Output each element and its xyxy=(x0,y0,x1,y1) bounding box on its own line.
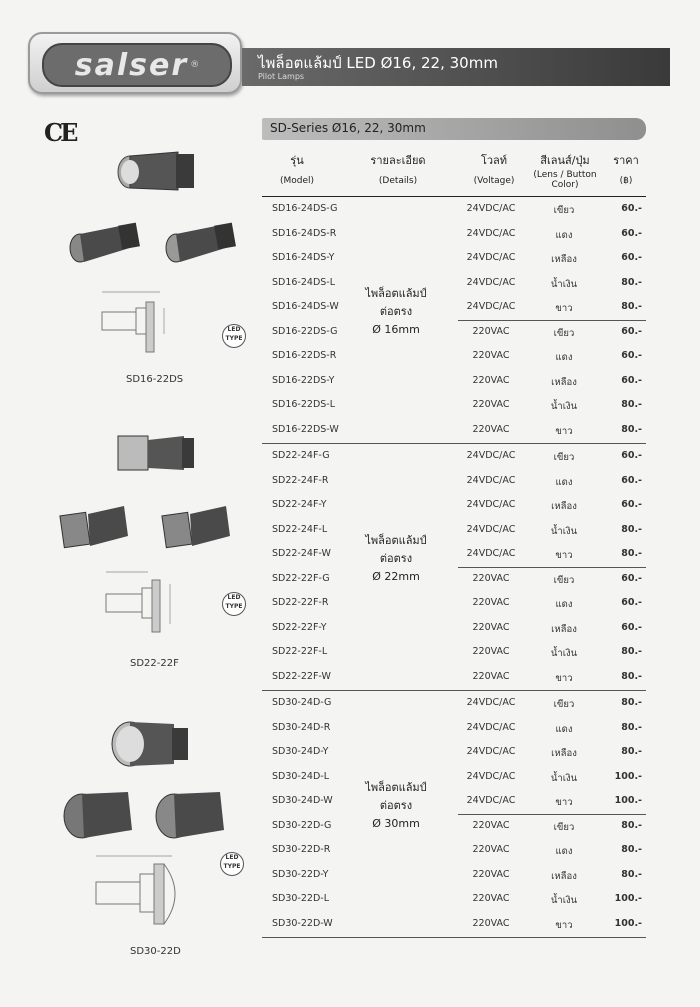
color-cell: แดง xyxy=(555,352,573,363)
price-cell: 80.- xyxy=(621,423,642,435)
model-cell: SD16-22DS-Y xyxy=(272,374,335,386)
sd16-dimension-drawing-icon xyxy=(90,282,200,362)
color-cell: ขาว xyxy=(555,550,573,561)
table-row xyxy=(262,765,646,790)
sd16-lamp-angle-icon xyxy=(160,218,242,268)
details-line: ต่อตรง xyxy=(379,552,413,566)
model-cell: SD22-22F-W xyxy=(272,670,331,682)
color-cell: ขาว xyxy=(555,303,573,314)
table-row xyxy=(262,246,646,271)
column-header-model xyxy=(262,154,332,188)
model-cell: SD16-22DS-G xyxy=(272,325,338,337)
color-cell: เหลือง xyxy=(551,623,577,635)
price-cell: 100.- xyxy=(614,917,642,929)
column-header-price xyxy=(606,154,646,188)
model-cell: SD30-24D-G xyxy=(272,697,332,708)
table-row xyxy=(262,640,646,665)
page-header xyxy=(28,32,670,92)
column-header-color xyxy=(528,154,602,190)
voltage-cell: 24VDC/AC xyxy=(466,301,516,312)
color-cell: เขียว xyxy=(553,205,575,216)
sd22-dimension-drawing-icon xyxy=(92,562,202,644)
color-cell: แดง xyxy=(555,599,573,610)
voltage-cell: 220VAC xyxy=(472,819,510,831)
column-header-color-en: (Lens / Button Color) xyxy=(533,170,597,190)
table-row xyxy=(262,912,646,937)
model-cell: SD16-24DS-R xyxy=(272,227,337,239)
color-cell: เขียว xyxy=(553,452,575,463)
voltage-cell: 24VDC/AC xyxy=(466,227,516,239)
table-row xyxy=(262,838,646,863)
price-cell: 60.- xyxy=(621,227,642,239)
color-cell: น้ำเงิน xyxy=(550,895,578,906)
model-cell: SD22-22F-G xyxy=(272,572,330,584)
table-row xyxy=(262,271,646,296)
model-cell: SD30-22D-R xyxy=(272,844,331,855)
model-cell: SD30-22D-W xyxy=(272,917,333,929)
model-cell: SD16-24DS-L xyxy=(272,276,336,288)
model-cell: SD22-22F-Y xyxy=(272,621,327,633)
color-cell: เหลือง xyxy=(551,376,577,388)
sd16-lamp-side-icon xyxy=(64,218,146,268)
column-header-details xyxy=(358,154,438,188)
model-cell: SD22-24F-R xyxy=(272,474,329,486)
color-cell: น้ำเงิน xyxy=(550,772,578,784)
model-cell: SD22-24F-W xyxy=(272,548,331,559)
price-cell: 80.- xyxy=(621,399,642,410)
price-cell: 80.- xyxy=(621,548,642,559)
voltage-cell: 220VAC xyxy=(472,374,510,386)
sd22-lamp-side-icon xyxy=(58,500,138,558)
voltage-cell: 220VAC xyxy=(472,917,510,929)
series-title: SD-Series Ø16, 22, 30mm xyxy=(270,121,426,135)
voltage-cell: 24VDC/AC xyxy=(466,770,516,782)
page-title: ไพล็อตแล้มป์ LED Ø16, 22, 30mm xyxy=(258,54,498,72)
color-cell: แดง xyxy=(555,846,573,857)
voltage-cell: 220VAC xyxy=(472,646,510,657)
table-row xyxy=(262,789,646,814)
sd16-lamp-front-icon xyxy=(108,146,204,196)
voltage-cell: 24VDC/AC xyxy=(466,697,516,708)
color-cell: แดง xyxy=(555,723,573,735)
sd30-product-label: SD30-22D xyxy=(130,946,181,957)
voltage-cell: 220VAC xyxy=(472,350,510,361)
sd30-dimension-drawing-icon xyxy=(82,846,202,936)
table-row xyxy=(262,591,646,616)
sd22-lamp-angle-icon xyxy=(160,500,240,558)
table-row xyxy=(262,444,646,469)
sd30-lamp-angle-icon xyxy=(152,784,236,844)
price-cell: 80.- xyxy=(621,746,642,757)
model-cell: SD30-22D-G xyxy=(272,819,332,831)
table-row xyxy=(262,469,646,494)
column-header-color-th: สีเลนส์/ปุ่ม xyxy=(540,154,590,167)
table-row xyxy=(262,567,646,592)
brand-name: salser xyxy=(74,47,189,83)
color-cell: เขียว xyxy=(553,327,575,339)
color-cell: แดง xyxy=(555,229,573,241)
details-line: ต่อตรง xyxy=(379,799,413,813)
column-header-details-en: (Details) xyxy=(378,176,418,186)
title-bar xyxy=(242,48,670,86)
model-cell: SD30-24D-W xyxy=(272,795,333,806)
table-row xyxy=(262,814,646,839)
price-cell: 100.- xyxy=(614,795,642,806)
price-cell: 80.- xyxy=(621,646,642,657)
table-row xyxy=(262,518,646,543)
table-row xyxy=(262,740,646,765)
table-row xyxy=(262,418,646,443)
page-subtitle: Pilot Lamps xyxy=(258,72,305,81)
details-line: ต่อตรง xyxy=(379,305,413,319)
voltage-cell: 220VAC xyxy=(472,572,510,584)
color-cell: น้ำเงิน xyxy=(550,648,578,659)
price-cell: 80.- xyxy=(621,721,642,733)
details-cell xyxy=(358,285,434,339)
details-cell xyxy=(358,532,434,586)
details-line: Ø 30mm xyxy=(372,817,420,831)
table-row xyxy=(262,616,646,641)
price-cell: 80.- xyxy=(621,868,642,880)
voltage-cell: 220VAC xyxy=(472,893,510,904)
price-cell: 60.- xyxy=(621,474,642,486)
model-cell: SD30-22D-Y xyxy=(272,868,329,880)
model-cell: SD16-24DS-Y xyxy=(272,252,335,263)
sd16-led-type-text: LED TYPE xyxy=(225,326,243,342)
price-cell: 80.- xyxy=(621,670,642,682)
sd22-led-type-badge xyxy=(222,592,246,616)
model-cell: SD16-22DS-R xyxy=(272,350,337,361)
details-line: ไพล็อตแล้มป์ xyxy=(365,287,427,301)
model-cell: SD22-22F-L xyxy=(272,646,328,657)
price-cell: 60.- xyxy=(621,597,642,608)
table-row xyxy=(262,863,646,888)
color-cell: เหลือง xyxy=(551,501,577,512)
model-cell: SD16-24DS-W xyxy=(272,301,339,312)
voltage-cell: 24VDC/AC xyxy=(466,276,516,288)
color-cell: เหลือง xyxy=(551,254,577,265)
model-cell: SD16-22DS-W xyxy=(272,423,339,435)
model-cell: SD22-22F-R xyxy=(272,597,329,608)
model-cell: SD22-24F-G xyxy=(272,450,330,461)
details-line: ไพล็อตแล้มป์ xyxy=(365,781,427,795)
model-cell: SD22-24F-Y xyxy=(272,499,327,510)
column-header-model-th: รุ่น xyxy=(290,154,304,167)
model-cell: SD30-22D-L xyxy=(272,893,329,904)
color-cell: น้ำเงิน xyxy=(550,278,578,290)
price-cell: 80.- xyxy=(621,697,642,708)
brand-logo xyxy=(28,32,242,94)
voltage-cell: 220VAC xyxy=(472,868,510,880)
voltage-cell: 220VAC xyxy=(472,621,510,633)
voltage-cell: 24VDC/AC xyxy=(466,252,516,263)
price-cell: 60.- xyxy=(621,499,642,510)
color-cell: เขียว xyxy=(553,821,575,833)
table-row xyxy=(262,320,646,345)
voltage-cell: 24VDC/AC xyxy=(466,450,516,461)
sd16-led-type-badge xyxy=(222,324,246,348)
price-cell: 60.- xyxy=(621,374,642,386)
model-cell: SD16-24DS-G xyxy=(272,203,338,214)
voltage-cell: 220VAC xyxy=(472,597,510,608)
price-cell: 60.- xyxy=(621,621,642,633)
color-cell: เขียว xyxy=(553,699,575,710)
price-cell: 80.- xyxy=(621,301,642,312)
details-line: Ø 16mm xyxy=(372,323,420,337)
table-row xyxy=(262,295,646,320)
table-row xyxy=(262,393,646,418)
model-cell: SD30-24D-Y xyxy=(272,746,329,757)
color-cell: ขาว xyxy=(555,425,573,437)
price-cell: 60.- xyxy=(621,450,642,461)
price-cell: 60.- xyxy=(621,350,642,361)
price-cell: 60.- xyxy=(621,252,642,263)
sd30-led-type-text: LED TYPE xyxy=(223,854,241,870)
price-cell: 80.- xyxy=(621,523,642,535)
voltage-cell: 24VDC/AC xyxy=(466,795,516,806)
color-cell: เหลือง xyxy=(551,870,577,882)
details-line: Ø 22mm xyxy=(372,570,420,584)
voltage-cell: 24VDC/AC xyxy=(466,523,516,535)
price-cell: 100.- xyxy=(614,893,642,904)
column-header-price-en: (฿) xyxy=(619,176,633,186)
color-cell: น้ำเงิน xyxy=(550,525,578,537)
price-cell: 60.- xyxy=(621,203,642,214)
color-cell: ขาว xyxy=(555,797,573,808)
price-cell: 100.- xyxy=(614,770,642,782)
voltage-cell: 220VAC xyxy=(472,399,510,410)
column-header-price-th: ราคา xyxy=(613,154,639,167)
details-line: ไพล็อตแล้มป์ xyxy=(365,534,427,548)
price-cell: 60.- xyxy=(621,325,642,337)
color-cell: ขาว xyxy=(555,919,573,931)
voltage-cell: 24VDC/AC xyxy=(466,721,516,733)
color-cell: เหลือง xyxy=(551,748,577,759)
voltage-cell: 220VAC xyxy=(472,325,510,337)
price-cell: 60.- xyxy=(621,572,642,584)
color-cell: แดง xyxy=(555,476,573,488)
table-row xyxy=(262,691,646,716)
table-row xyxy=(262,369,646,394)
price-cell: 80.- xyxy=(621,276,642,288)
sd30-lamp-side-icon xyxy=(60,784,144,844)
column-header-model-en: (Model) xyxy=(279,176,315,186)
ce-mark: CE xyxy=(44,118,76,147)
sd22-product-label: SD22-22F xyxy=(130,658,179,669)
price-cell: 80.- xyxy=(621,844,642,855)
table-row xyxy=(262,222,646,247)
voltage-cell: 24VDC/AC xyxy=(466,474,516,486)
table-row xyxy=(262,542,646,567)
voltage-cell: 220VAC xyxy=(472,670,510,682)
table-row xyxy=(262,493,646,518)
table-row xyxy=(262,665,646,690)
sd30-led-type-badge xyxy=(220,852,244,876)
table-row xyxy=(262,197,646,222)
sd22-led-type-text: LED TYPE xyxy=(225,594,243,610)
table-row xyxy=(262,887,646,912)
color-cell: น้ำเงิน xyxy=(550,401,578,412)
table-row xyxy=(262,344,646,369)
column-header-voltage-th: โวลท์ xyxy=(480,154,508,167)
column-header-voltage-en: (Voltage) xyxy=(473,176,515,186)
color-cell: ขาว xyxy=(555,672,573,684)
voltage-cell: 24VDC/AC xyxy=(466,746,516,757)
model-cell: SD30-24D-L xyxy=(272,770,329,782)
sd22-lamp-front-icon xyxy=(110,424,200,484)
model-cell: SD22-24F-L xyxy=(272,523,328,535)
voltage-cell: 220VAC xyxy=(472,423,510,435)
voltage-cell: 220VAC xyxy=(472,844,510,855)
group-divider xyxy=(262,937,646,938)
price-cell: 80.- xyxy=(621,819,642,831)
brand-logo-inner xyxy=(42,43,232,87)
color-cell: เขียว xyxy=(553,574,575,586)
model-cell: SD16-22DS-L xyxy=(272,399,336,410)
model-cell: SD30-24D-R xyxy=(272,721,331,733)
column-header-voltage xyxy=(462,154,526,188)
table-row xyxy=(262,716,646,741)
sd16-product-label: SD16-22DS xyxy=(126,374,184,385)
voltage-cell: 24VDC/AC xyxy=(466,548,516,559)
voltage-cell: 24VDC/AC xyxy=(466,203,516,214)
voltage-cell: 24VDC/AC xyxy=(466,499,516,510)
column-header-details-th: รายละเอียด xyxy=(370,154,426,167)
registered-mark: ® xyxy=(190,60,200,70)
series-bar xyxy=(262,118,646,140)
sd30-lamp-front-icon xyxy=(104,714,200,774)
details-cell xyxy=(358,779,434,833)
